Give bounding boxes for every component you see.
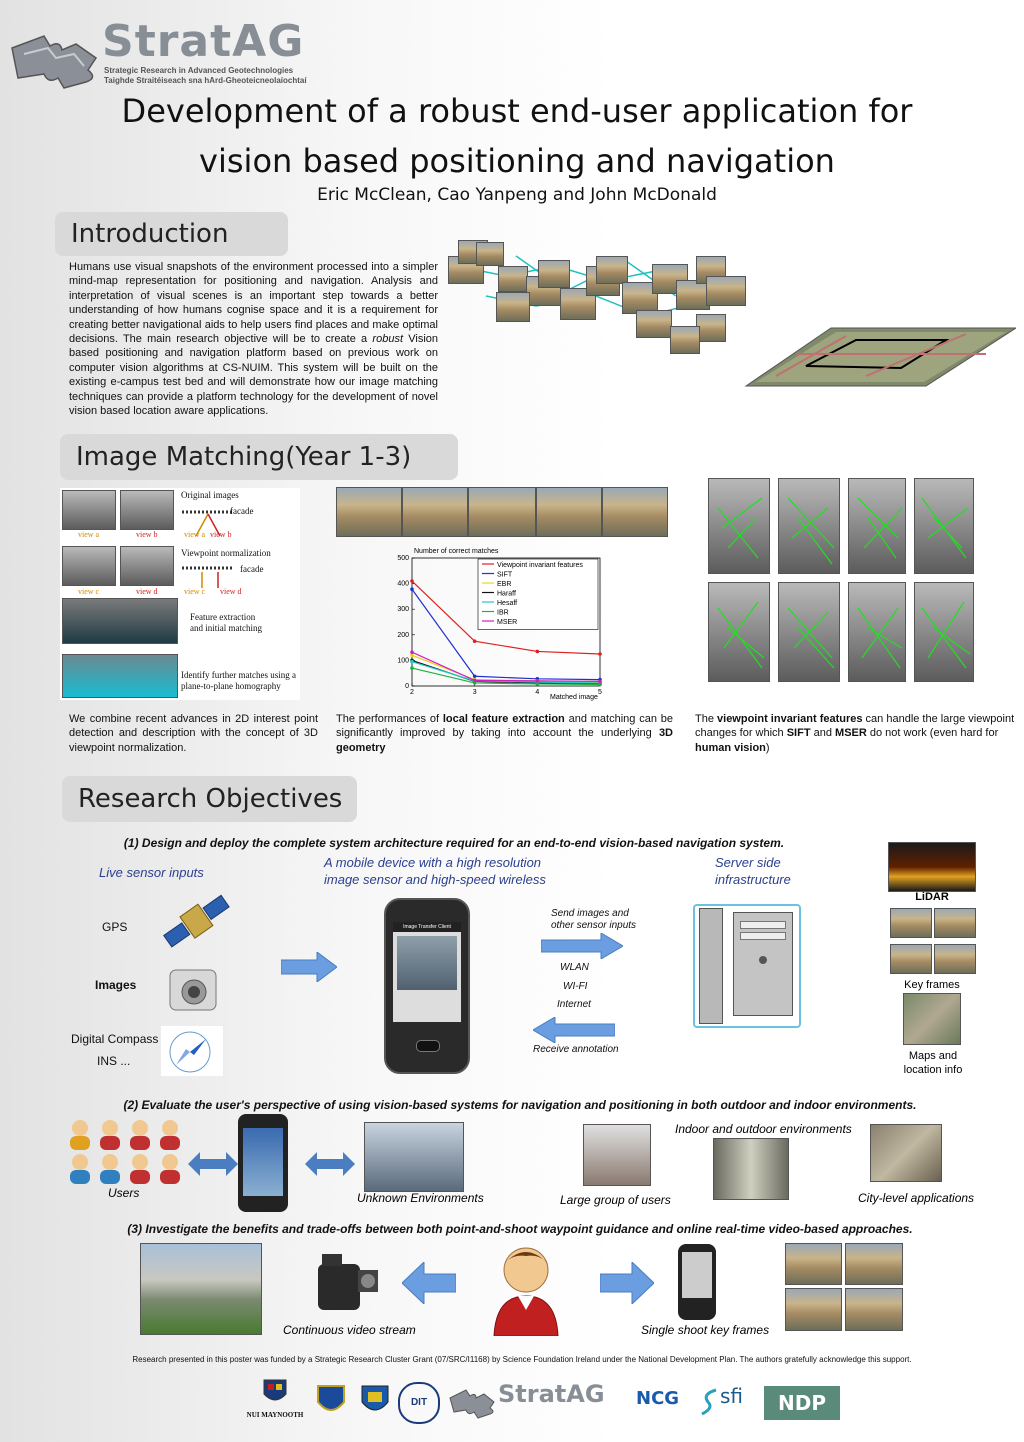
server-unit [699,908,723,1024]
stratag-logo [4,18,324,90]
iphone [238,1114,288,1212]
section-heading-introduction: Introduction [55,212,288,256]
shield-icon [262,1378,288,1406]
ucd-crest-icon [360,1384,390,1418]
m2-c: and matching can be significantly improved by taking into account the underlying [336,713,673,740]
building-photo [468,487,536,537]
map-photo [903,993,961,1045]
intro-thumb [596,256,628,284]
large-group-photo [583,1124,651,1186]
objective-2: (2) Evaluate the user's perspective of using vision-based systems for navigation and positioning in both outdoor and indoor environments. [123,1098,917,1112]
send-line-2: other sensor inputs [551,920,637,931]
y-tick-label: 0 [405,683,409,690]
x-tick-label: 3 [472,689,477,696]
m3-h: human vision [695,741,766,754]
city-level-label: City-level applications [858,1191,975,1205]
matches-grid [708,478,974,682]
legend-label: Haraff [497,590,516,598]
single-frame-photo [845,1288,903,1331]
view-c-photo [62,546,116,586]
label-identify-matches [181,670,296,692]
label-feature-extraction [190,612,262,634]
unknown-env-photo [364,1122,464,1192]
double-arrow-icon [188,1152,238,1176]
arrow-right-icon [281,952,337,982]
m3-a: The [695,713,718,725]
indoor-outdoor-label: Indoor and outdoor environments [675,1122,852,1136]
camera-icon [168,962,220,1016]
data-point [473,679,477,683]
data-point [410,587,414,591]
legend-label: EBR [497,581,512,588]
campus-map-figure [446,236,1016,416]
maps-line-2: location info [903,1064,963,1076]
data-point [536,650,540,654]
gps-label: GPS [102,920,128,934]
label-view-d: view d [136,587,158,596]
chart-title: Number of correct matches [414,548,499,555]
data-point [410,653,414,657]
view-b-photo [120,490,174,530]
data-point [598,652,602,656]
arrow-right-icon [600,1262,654,1304]
intro-thumb [636,310,672,338]
objective-1: (1) Design and deploy the complete system architecture required for an end-to-end vision-based navigation system. [123,836,785,850]
poster-title [0,86,1024,186]
city-photo [870,1124,942,1182]
data-point [410,666,414,670]
arrow-left-icon [402,1262,456,1304]
matching-text-3 [695,712,1015,755]
label-facade-2: facade [240,564,264,574]
users-label: Users [108,1186,140,1200]
m3-g: do not work (even hard for [866,727,999,740]
single-shot-label: Single shoot key frames [641,1323,770,1337]
iphone-screen [243,1128,283,1196]
intro-text [69,260,438,418]
server-drive [740,921,786,929]
legend-label: IBR [497,609,509,617]
match-lines-overlay [708,478,974,682]
performance-chart [380,542,620,704]
server-line-1: Server side [715,855,781,870]
sponsor-logos [240,1378,840,1428]
feature-extraction-line-2: and initial matching [190,623,262,633]
crest-icon [316,1384,346,1418]
live-sensor-label: Live sensor inputs [99,865,204,880]
data-point [410,660,414,664]
label-view-d-sketch: view d [220,587,242,596]
data-point [536,679,540,683]
users-icon [66,1116,186,1188]
campus-photo [140,1243,262,1335]
label-view-a-sketch: view a [184,530,206,539]
label-view-a: view a [78,530,100,539]
phone-screen [393,922,461,1022]
view-a-photo [62,490,116,530]
unknown-env-label: Unknown Environments [357,1191,484,1205]
ndp-logo [764,1386,840,1420]
building-photo [336,487,402,537]
matching-photo-1 [62,598,178,644]
building-photo [536,487,602,537]
intro-thumb [676,280,710,310]
send-label [551,908,636,932]
ncg-logo: NCG [636,1388,680,1409]
label-original-images: Original images [181,490,239,500]
feature-extraction-line-1: Feature extraction [190,612,256,622]
y-tick-label: 300 [397,606,409,614]
m3-f: MSER [835,727,867,740]
video-camera-icon [308,1246,382,1318]
matching-text-2 [336,712,673,755]
funding-text: Research presented in this poster was funded by a Strategic Research Cluster Grant (07/SRC/I1168) by Science Foundation Ireland under the National Development Plan. The authors gratefully acknowledge this support. [132,1355,912,1364]
objective-3: (3) Investigate the benefits and trade-offs between both point-and-shoot waypoint guidance and online real-time video-based approaches. [127,1222,913,1236]
sfi-swirl-icon [698,1386,720,1416]
m2-b: local feature extraction [442,713,565,725]
intro-figure [446,236,1016,416]
server-button [759,956,767,964]
section-heading-research-objectives: Research Objectives [62,776,357,822]
dit-logo [398,1382,440,1424]
key-frame-photo [934,944,976,974]
m3-e: and [810,727,836,740]
chart-xlabel: Matched image [550,694,598,701]
ins-label: INS ... [97,1054,131,1068]
data-point [473,674,477,678]
data-point [536,682,540,686]
data-point [473,639,477,643]
user-avatar-icon [490,1244,562,1336]
data-point [598,683,602,687]
phone-button [416,1040,440,1052]
sfi-logo [698,1382,758,1422]
phone-screen-title: Image Transfer Client [393,922,461,932]
logo-subtitle-en: Strategic Research in Advanced Geotechnologies [104,66,294,75]
data-point [598,680,602,684]
sfi-text: sfi [720,1384,744,1408]
smartphone [678,1244,716,1320]
m3-c: can handle the large viewpoint changes for which [695,713,1015,740]
key-frame-photo [890,944,932,974]
intro-thumb [498,266,528,292]
large-group-label: Large group of users [560,1193,671,1207]
m2-a: The performances of [336,713,443,725]
compass-label: Digital Compass [71,1032,159,1046]
mobile-line-2: image sensor and high-speed wireless [324,872,546,887]
label-view-c-sketch: view c [184,587,206,596]
m3-d: SIFT [786,727,811,740]
mobile-device-label [324,854,546,888]
x-tick-label: 5 [598,689,602,696]
y-tick-label: 400 [397,580,409,588]
server-tower [733,912,793,1016]
legend-label: MSER [497,619,518,626]
identify-line-1: Identify further matches using a [181,670,296,680]
m2-d: 3D geometry [336,727,673,754]
intro-thumb [696,314,726,342]
x-tick-label: 4 [535,689,540,696]
mobile-line-1: A mobile device with a high resolution [324,855,542,870]
building-photo [402,487,468,537]
label-view-b-sketch: view b [210,530,232,539]
label-view-b: view b [136,530,158,539]
corridor-photo [713,1138,789,1200]
key-frame-photo [890,908,932,938]
continuous-label: Continuous video stream [283,1323,416,1337]
identify-line-2: plane-to-plane homography [181,681,281,691]
send-line-1: Send images and [551,908,629,919]
single-frame-photo [785,1288,842,1331]
server-line-2: infrastructure [715,872,791,887]
server-label [715,854,791,888]
lidar-photo [888,842,976,892]
wlan-label: WLAN [560,962,589,973]
intro-italic: robust [372,333,403,346]
authors: Eric McClean, Cao Yanpeng and John McDonald [317,185,717,205]
satellite-icon [162,890,232,954]
y-tick-label: 500 [397,555,409,562]
stratag-footer-text: StratAG [498,1380,605,1408]
title-line-1: Development of a robust end-user application for [121,92,913,130]
arrow-left-icon [533,1017,615,1043]
ndp-text: NDP [778,1391,826,1415]
maps-line-1: Maps and [908,1050,958,1062]
nuim-logo [240,1378,310,1424]
internet-label: Internet [557,999,591,1010]
wifi-label: WI-FI [563,981,588,992]
building-photo [602,487,668,537]
images-label: Images [95,978,137,992]
arrow-right-icon [541,933,623,959]
users-illustration [66,1116,186,1188]
single-frame-photo [845,1243,903,1285]
logo-subtitle-ga: Taighde Straitéiseach sna hArd-Gheoteicneolaíochtaí [104,76,307,85]
legend-label: Viewpoint invariant features [497,562,583,569]
intro-text-b: Vision based positioning and navigation platform based on previous work on computer vision algorithms at CS-NUIM. This system will be built on the existing e-campus test bed and will demonstrate how our image matching techniques can provide a platform technology for the development of novel vision based location aware applications. [69,333,438,418]
data-point [410,579,414,583]
intro-thumb [538,260,570,288]
m3-b: viewpoint invariant features [717,713,863,725]
label-viewpoint-normalization: Viewpoint normalization [181,548,271,558]
server-rack [693,904,801,1028]
view-d-photo [120,546,174,586]
legend-box [478,559,598,630]
label-facade-1: facade [230,506,254,516]
key-frames-label: Key frames [904,979,960,991]
puzzle-icon [446,1380,498,1420]
data-point [410,650,414,654]
y-tick-label: 200 [397,631,409,639]
intro-thumb [496,292,530,322]
double-arrow-icon [305,1152,355,1176]
dit-text: DIT [410,1397,428,1408]
smartphone-screen [682,1252,712,1298]
puzzle-icon [4,18,104,90]
section-heading-image-matching: Image Matching(Year 1-3) [60,434,458,480]
receive-label: Receive annotation [533,1044,619,1055]
building-strip [336,487,668,537]
intro-text-a: Humans use visual snapshots of the environment processed into a simpler mind-map representation for positioning and navigation. Analysis and interpretation of visual scenes is an important step towards a better understanding of how humans cognise space and it is a requirement for creating better navigational aids to help users find places and make optimal decisions. The main research objective will be to create a [69,261,438,346]
phone-screen-photo [397,936,457,990]
stratag-footer-logo [446,1380,616,1422]
title-line-2: vision based positioning and navigation [199,142,835,180]
single-frame-photo [785,1243,842,1285]
matching-photo-2 [62,654,178,698]
server-drive [740,932,786,940]
intro-thumb [706,276,746,306]
logo-name: StratAG [102,16,305,67]
nuim-text: NUI MAYNOOTH [246,1411,304,1419]
compass-icon [160,1025,224,1077]
intro-thumb [670,326,700,354]
mobile-phone [384,898,470,1074]
matching-text-1: We combine recent advances in 2D interest point detection and description with the concept of 3D viewpoint normalization. [69,713,318,754]
maps-label [886,1049,980,1077]
label-view-c: view c [78,587,100,596]
legend-label: SIFT [497,571,513,579]
lidar-label: LiDAR [915,891,949,903]
m3-i: ) [765,741,770,754]
x-tick-label: 2 [410,689,414,696]
y-tick-label: 100 [397,657,409,665]
normalization-diagram [60,488,300,700]
key-frame-photo [934,908,976,938]
legend-label: Hesaff [497,600,518,607]
intro-thumb [476,242,504,266]
